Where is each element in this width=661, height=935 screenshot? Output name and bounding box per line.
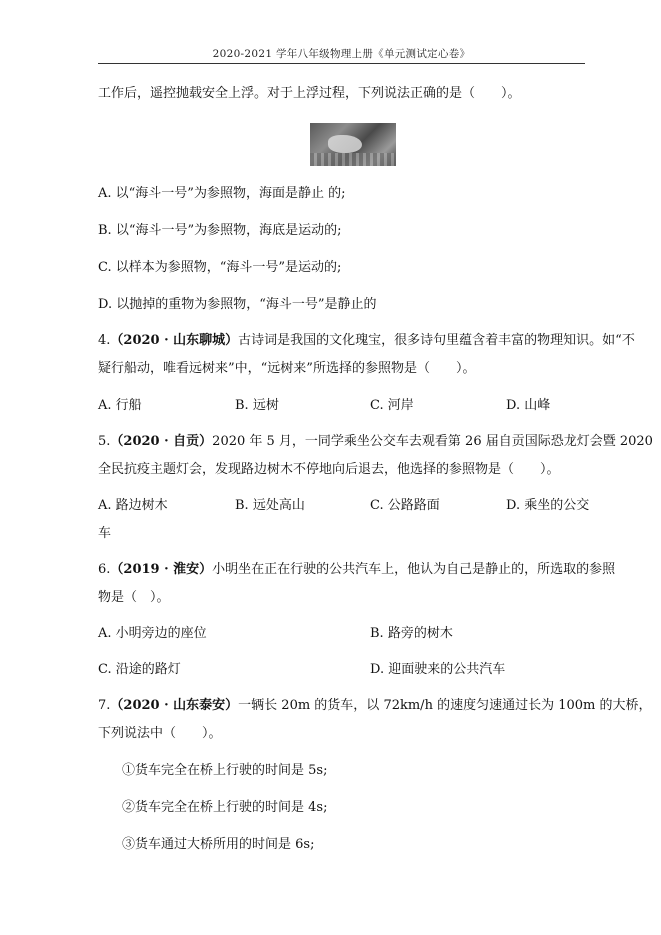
q5-option-d-continued: 车 <box>98 526 112 541</box>
q4-text-1: 古诗词是我国的文化瑰宝，很多诗句里蕴含着丰富的物理知识。如“不 <box>238 333 635 348</box>
q7-source: （2020 · 山东泰安） <box>110 698 239 713</box>
q3-option-a: A. 以“海斗一号”为参照物，海面是静止 的; <box>98 186 346 201</box>
q5-stem-line-1 <box>98 434 653 450</box>
q7-statement-3: ③货车通过大桥所用的时间是 6s; <box>122 837 315 852</box>
q5-option-a: A. 路边树木 <box>98 498 168 513</box>
q7-text-1: 一辆长 20m 的货车，以 72km/h 的速度匀速通过长为 100m 的大桥， <box>238 698 652 713</box>
q4-stem-line-2: 疑行船动，唯看远树来”中，“远树来”所选择的参照物是（ ）。 <box>98 361 476 376</box>
q7-statement-1: ①货车完全在桥上行驶的时间是 5s; <box>122 763 328 778</box>
q6-option-d: D. 迎面驶来的公共汽车 <box>370 662 506 677</box>
q6-source: （2019 · 淮安） <box>110 562 213 577</box>
q6-stem-line-2: 物是（ ）。 <box>98 590 170 605</box>
q6-text-1: 小明坐在正在行驶的公共汽车上，他认为自己是静止的，所选取的参照 <box>212 562 616 577</box>
q5-number: 5. <box>98 434 111 449</box>
header-divider <box>98 63 585 64</box>
sea-surface-shape <box>310 153 396 166</box>
q3-option-b: B. 以“海斗一号”为参照物，海底是运动的; <box>98 223 342 238</box>
q3-option-c: C. 以样本为参照物，“海斗一号”是运动的; <box>98 260 342 275</box>
q3-option-d: D. 以抛掉的重物为参照物，“海斗一号”是静止的 <box>98 297 377 312</box>
q6-stem-line-1 <box>98 562 615 578</box>
q5-text-1: 2020 年 5 月，一同学乘坐公交车去观看第 26 届自贡国际恐龙灯会暨 2020 <box>212 434 653 449</box>
question-3-stem-tail: 工作后，遥控抛载安全上浮。对于上浮过程，下列说法正确的是（ ）。 <box>98 86 521 101</box>
q4-option-c: C. 河岸 <box>370 398 414 413</box>
q4-option-a: A. 行船 <box>98 398 142 413</box>
submersible-hull-shape <box>328 135 362 153</box>
q4-number: 4. <box>98 333 111 348</box>
page-header: 2020-2021 学年八年级物理上册《单元测试定心卷》 <box>212 48 471 60</box>
q7-stem-line-2: 下列说法中（ ）。 <box>98 726 222 741</box>
submersible-photo-icon <box>310 123 396 166</box>
q5-option-b: B. 远处高山 <box>235 498 305 513</box>
q4-source: （2020 · 山东聊城） <box>110 333 239 348</box>
q4-option-b: B. 远树 <box>235 398 279 413</box>
q5-source: （2020 · 自贡） <box>110 434 213 449</box>
q6-option-b: B. 路旁的树木 <box>370 626 453 641</box>
q7-statement-2: ②货车完全在桥上行驶的时间是 4s; <box>122 800 328 815</box>
q6-option-a: A. 小明旁边的座位 <box>98 626 207 641</box>
q4-option-d: D. 山峰 <box>506 398 551 413</box>
q5-option-c: C. 公路路面 <box>370 498 440 513</box>
q5-option-d: D. 乘坐的公交 <box>506 498 590 513</box>
q6-number: 6. <box>98 562 111 577</box>
q6-option-c: C. 沿途的路灯 <box>98 662 181 677</box>
q5-stem-line-2: 全民抗疫主题灯会，发现路边树木不停地向后退去，他选择的参照物是（ ）。 <box>98 462 560 477</box>
q7-number: 7. <box>98 698 111 713</box>
q7-stem-line-1 <box>98 698 651 714</box>
q4-stem-line-1 <box>98 333 635 349</box>
